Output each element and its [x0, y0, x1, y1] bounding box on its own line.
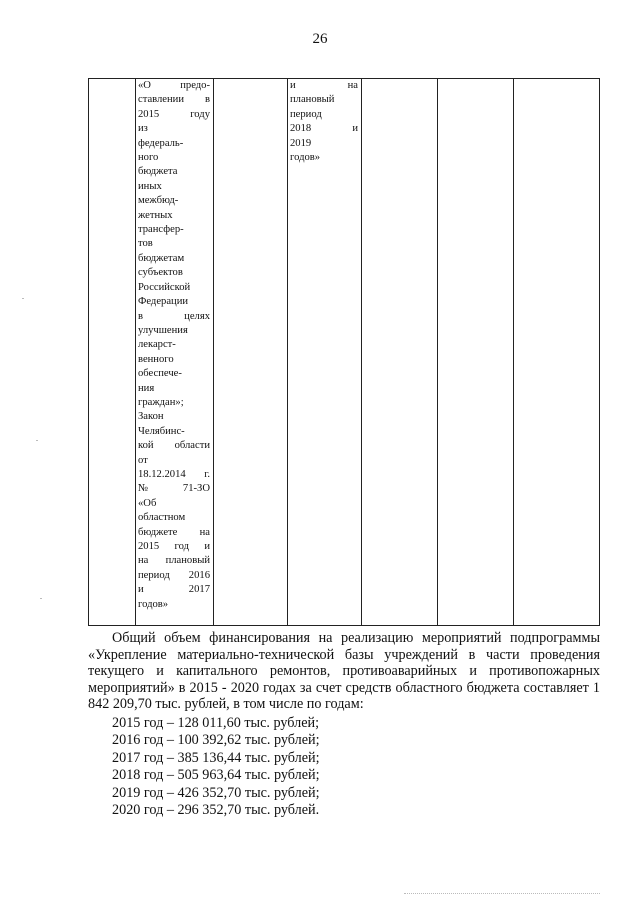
yearly-financing-list — [88, 715, 600, 820]
cell-line: 2015 году — [138, 108, 210, 120]
cell-line: венного — [138, 353, 174, 365]
cell-line: Закон — [138, 411, 164, 423]
table-row — [89, 79, 600, 626]
cell-line: федераль- — [138, 137, 184, 149]
cell-line: период 2016 — [138, 569, 210, 581]
cell-line: ного — [138, 152, 159, 164]
cell-line: кой области — [138, 440, 210, 452]
cell-line: «О предо- — [138, 80, 210, 91]
list-item: 2017 год – 385 136,44 тыс. рублей; — [112, 749, 320, 766]
cell-line: 18.12.2014 г. — [138, 468, 210, 480]
cell-line: ставлении в — [138, 94, 210, 106]
legal-basis-text — [136, 79, 213, 612]
cell-line: 2018 и — [290, 123, 358, 135]
cell-line: из — [138, 123, 148, 135]
cell-line: тов — [138, 238, 153, 250]
cell-line: иных — [138, 180, 162, 192]
table-cell-empty-1 — [89, 79, 136, 626]
cell-line: Челябинс- — [138, 425, 185, 437]
cell-line: улучшения — [138, 324, 188, 336]
cell-line: бюджете на — [138, 526, 210, 538]
table-cell-empty-5 — [362, 79, 438, 626]
law-continuation-text — [288, 79, 361, 165]
cell-line: 2019 — [290, 137, 312, 149]
scan-artifact-mark — [36, 440, 38, 441]
body-text — [88, 630, 600, 820]
cell-line: жетных — [138, 209, 173, 221]
cell-line: межбюд- — [138, 195, 179, 207]
cell-line: период — [290, 108, 322, 120]
cell-line: граждан»; — [138, 396, 184, 408]
cell-line: годов» — [138, 598, 169, 610]
cell-line: субъектов — [138, 267, 183, 279]
cell-line: от — [138, 454, 148, 466]
scan-artifact-mark — [22, 298, 24, 299]
scan-artifact-dots — [404, 893, 600, 894]
page-number: 26 — [312, 31, 328, 47]
cell-line: лекарст- — [138, 339, 176, 351]
table-cell-empty-7 — [514, 79, 600, 626]
cell-line: 2015 год и — [138, 541, 210, 552]
cell-line: и 2017 — [138, 584, 210, 596]
cell-line: трансфер- — [138, 224, 184, 236]
cell-line: ния — [138, 382, 155, 394]
cell-line: и на — [290, 80, 358, 91]
cell-line: бюджета — [138, 166, 178, 178]
cell-line: годов» — [290, 152, 321, 164]
table-cell-legal-basis — [136, 79, 214, 626]
cell-line: областном — [138, 512, 186, 524]
cell-line: обеспече- — [138, 368, 182, 380]
list-item: 2019 год – 426 352,70 тыс. рублей; — [112, 784, 320, 801]
cell-line: плановый — [290, 94, 335, 106]
financing-paragraph: Общий объем финансирования на реализацию мероприятий подпрограммы «Укрепление материально-технической базы учреждений в части проведения текущего и капитального ремонтов, противоаварийных и противопожарных мероприятий» в 2015 - 2020 годах за счет средств областного бюджета составляет 1 842 209,70 тыс. рублей, в том числе по годам: — [88, 630, 600, 712]
list-item: 2018 год – 505 963,64 тыс. рублей; — [112, 767, 320, 783]
cell-line: Российской — [138, 281, 191, 293]
table-cell-empty-6 — [438, 79, 514, 626]
table-cell-law-continuation — [288, 79, 362, 626]
cell-line: бюджетам — [138, 252, 185, 264]
scan-artifact-mark — [40, 598, 42, 599]
cell-line: № 71-ЗО — [138, 483, 210, 495]
cell-line: «Об — [138, 497, 157, 509]
list-item: 2020 год – 296 352,70 тыс. рублей. — [112, 802, 320, 818]
cell-line: на плановый — [138, 555, 210, 567]
list-item: 2015 год – 128 011,60 тыс. рублей; — [112, 714, 320, 731]
continuation-table — [88, 78, 600, 626]
table-cell-empty-3 — [214, 79, 288, 626]
cell-line: Федерации — [138, 296, 189, 308]
list-item: 2016 год – 100 392,62 тыс. рублей; — [112, 732, 320, 748]
cell-line: в целях — [138, 310, 210, 322]
